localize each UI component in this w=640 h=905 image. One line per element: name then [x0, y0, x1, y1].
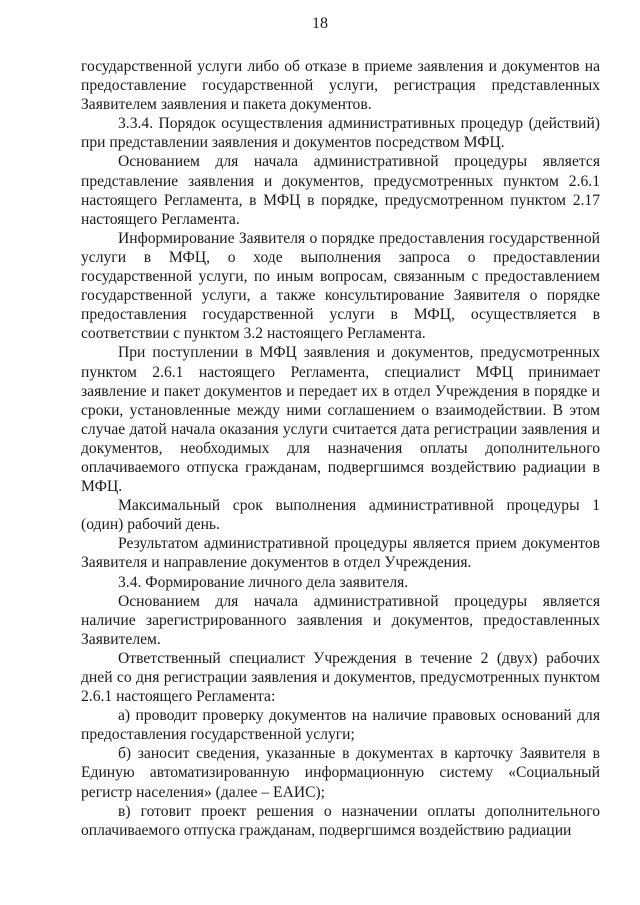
- paragraph-section-3-3-4-heading: 3.3.4. Порядок осуществления административных процедур (действий) при представлении заявления и документов посредством МФЦ.: [81, 115, 600, 152]
- paragraph-section-3-4-heading: 3.4. Формирование личного дела заявителя.: [118, 573, 409, 591]
- paragraph-responsible-specialist: Ответственный специалист Учреждения в течение 2 (двух) рабочих дней со дня регистрации заявления и документов, предусмотренных пунктом 2.6.1 настоящего Регламента:: [81, 649, 600, 706]
- list-item-b: б) заносит сведения, указанные в документах в карточку Заявителя в Единую автоматизированную информационную систему «Социальный регистр населения» (далее – ЕАИС);: [81, 745, 600, 801]
- paragraph-mfc-receipt: При поступлении в МФЦ заявления и документов, предусмотренных пунктом 2.6.1 настоящего Регламента, специалист МФЦ принимает заявление и пакет документов и передает их в отдел Учреждения в порядке и сроки, установленные между ними соглашением о взаимодействии. В этом случае датой начала оказания услуги считается дата регистрации заявления и документов, необходимых для назначения оплаты дополнительного оплачиваемого отпуска гражданам, подвергшимся воздействию радиации в МФЦ.: [81, 344, 600, 496]
- paragraph-procedure-result: Результатом административной процедуры является прием документов Заявителя и направление документов в отдел Учреждения.: [81, 535, 600, 572]
- paragraph-procedure-basis: Основанием для начала административной процедуры является представление заявления и документов, предусмотренных пунктом 2.6.1 настоящего Регламента, в МФЦ в порядке, предусмотренном пунктом 2.17 настоящего Регламента.: [81, 153, 600, 228]
- paragraph-informing-applicant: Информирование Заявителя о порядке предоставления государственной услуги в МФЦ, о ходе выполнения запроса о предоставлении государственной услуги, по иным вопросам, связанным с предоставлением государственной услуги, а также консультирование Заявителя о порядке предоставления государственной услуги в МФЦ, осуществляется в соответствии с пунктом 3.2 настоящего Регламента.: [81, 229, 600, 343]
- list-item-v: в) готовит проект решения о назначении оплаты дополнительного оплачиваемого отпуска гражданам, подвергшимся воздействию радиации: [81, 802, 600, 839]
- paragraph-personal-file-basis: Основанием для начала административной процедуры является наличие зарегистрированного заявления и документов, предоставленных Заявителем.: [81, 592, 600, 648]
- paragraph-max-duration: Максимальный срок выполнения административной процедуры 1 (один) рабочий день.: [81, 497, 600, 534]
- document-body: [81, 57, 600, 840]
- page-number: 18: [312, 15, 328, 32]
- list-item-a: а) проводит проверку документов на наличие правовых оснований для предоставления государственной услуги;: [81, 707, 600, 744]
- paragraph-continuation: государственной услуги либо об отказе в приеме заявления и документов на предоставление государственной услуги, регистрация представленных Заявителем заявления и пакета документов.: [81, 58, 600, 114]
